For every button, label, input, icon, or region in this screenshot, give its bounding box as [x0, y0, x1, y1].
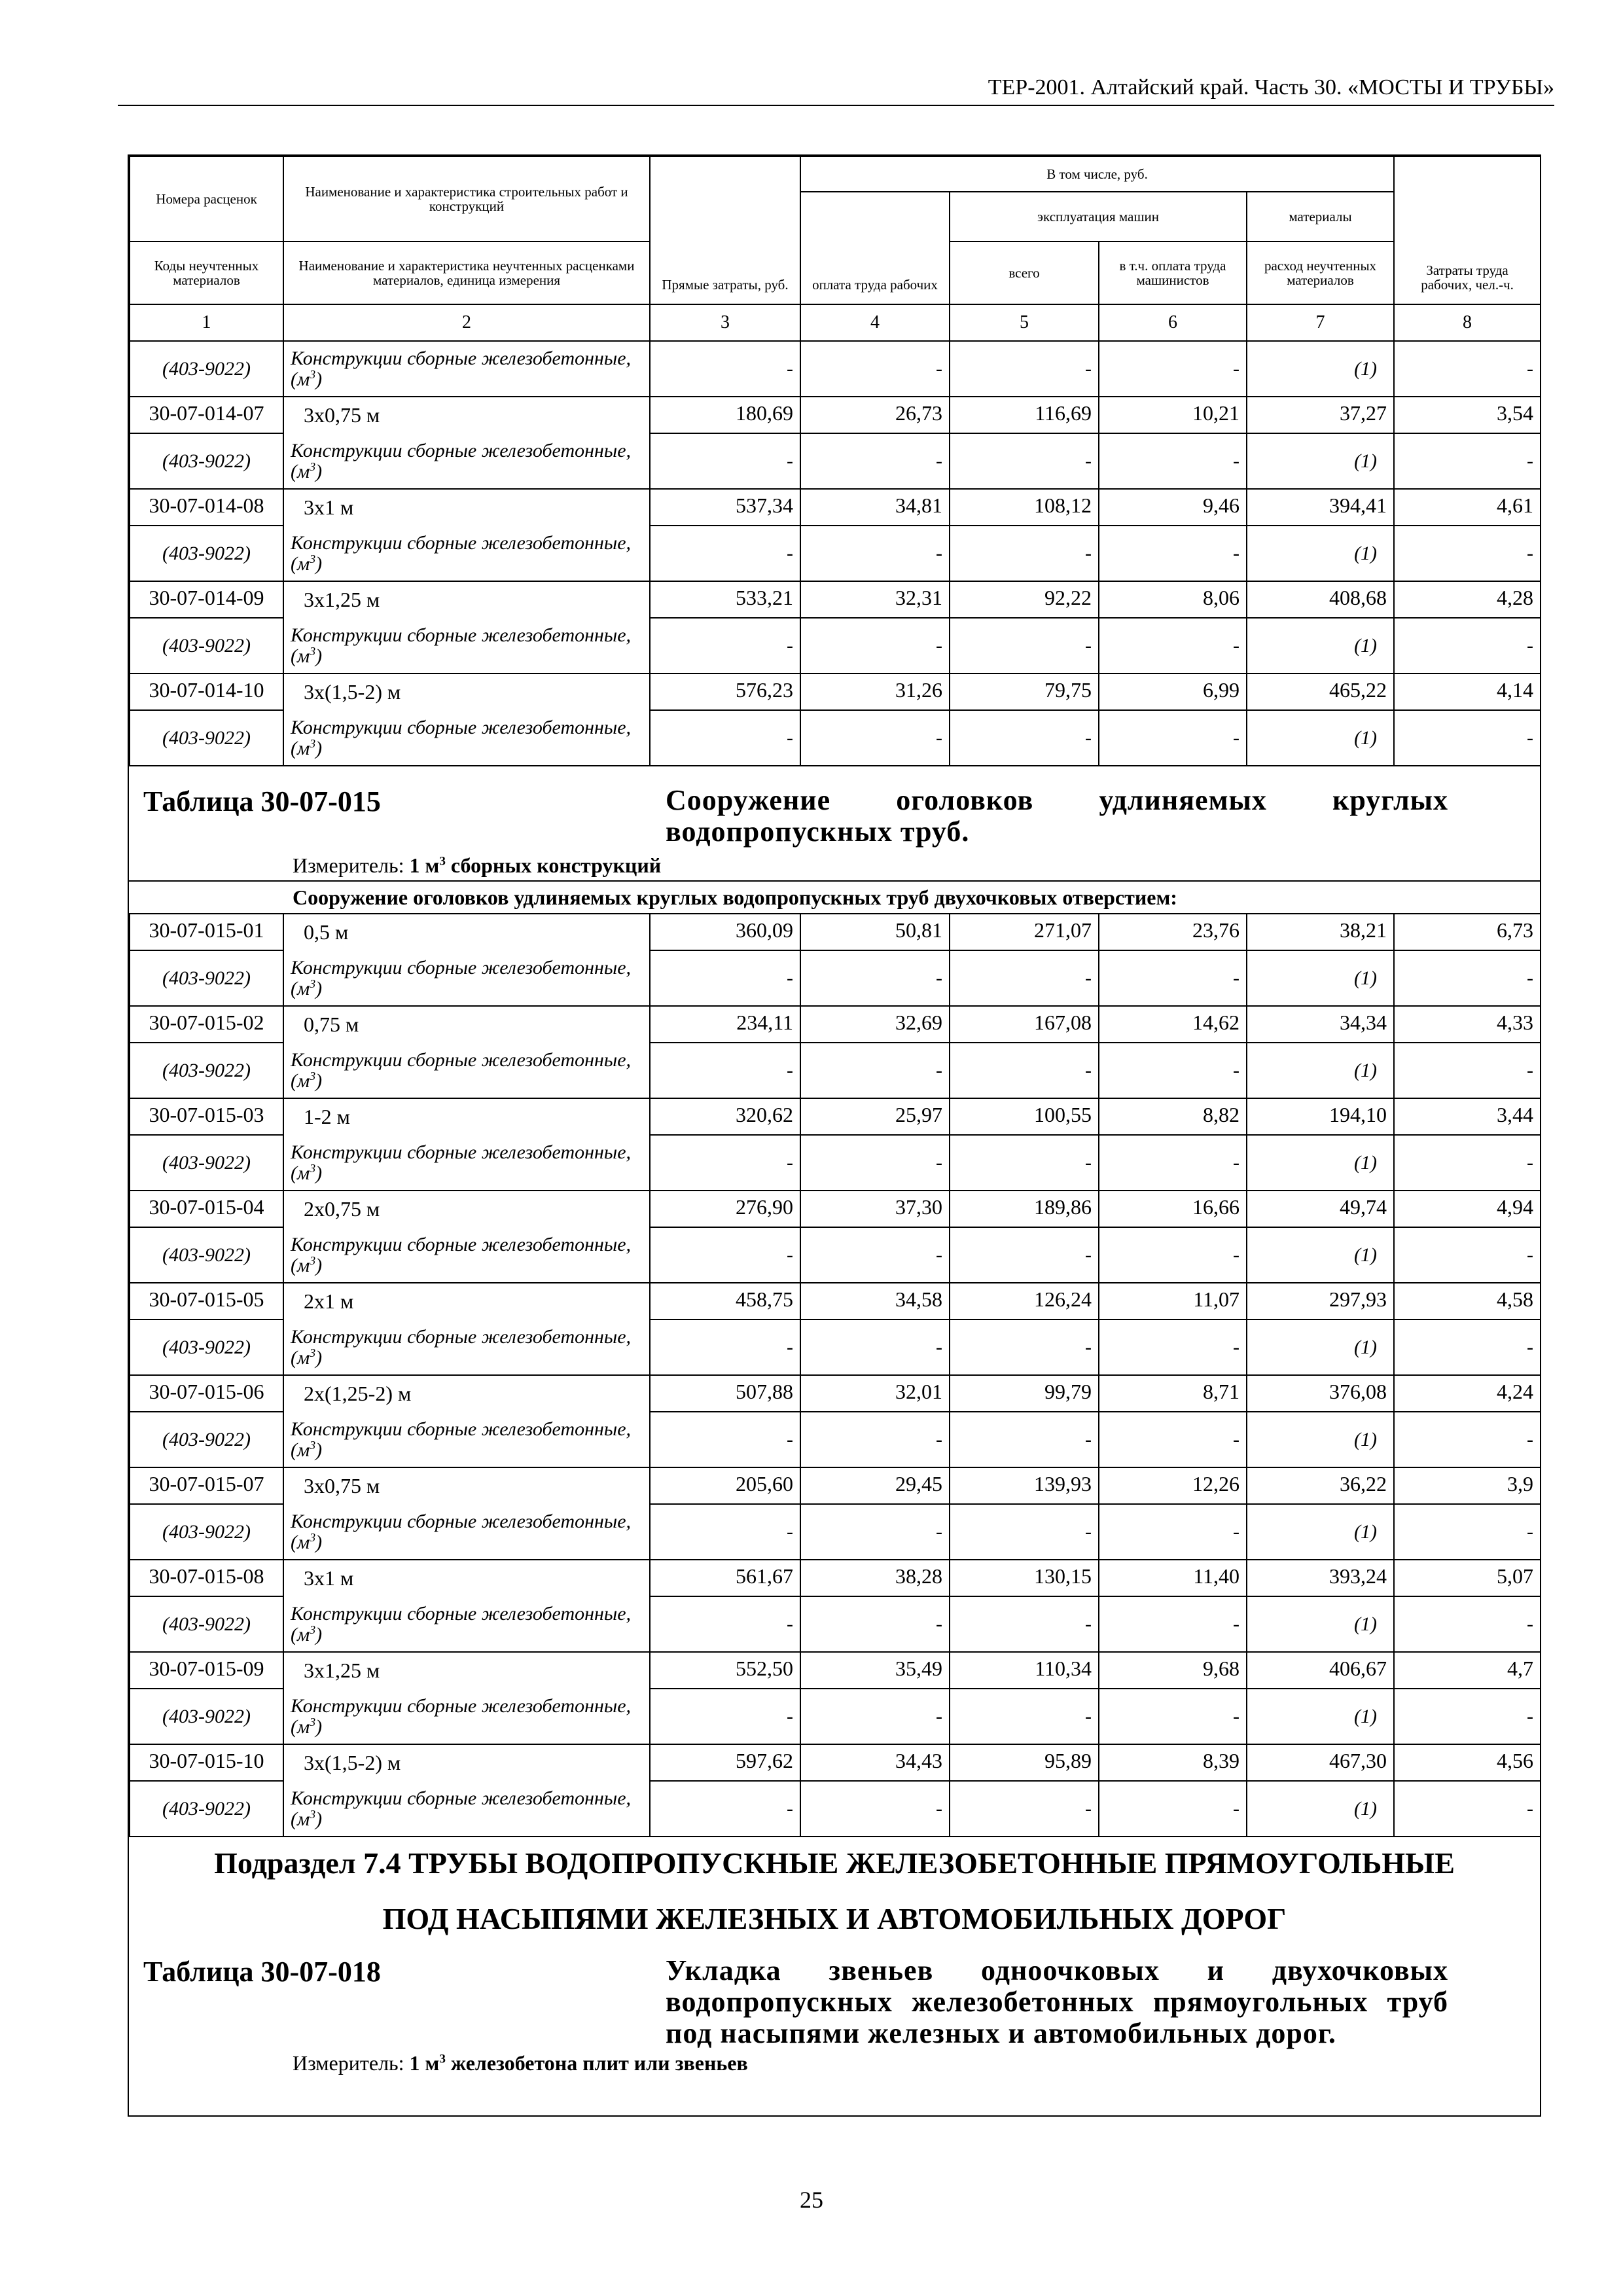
empty-value: -	[1394, 1135, 1541, 1191]
rate-value-col-8: 3,44	[1394, 1098, 1541, 1135]
empty-value: -	[650, 950, 800, 1006]
material-name: Конструкции сборные железобетонные, $(м^3)$	[283, 1319, 650, 1375]
empty-value: -	[1099, 1043, 1247, 1098]
empty-value: -	[950, 526, 1099, 581]
empty-value: -	[950, 1781, 1099, 1837]
rate-code: 30-07-015-05	[130, 1283, 283, 1319]
empty-value: -	[800, 1319, 950, 1375]
col-header-1a: Номера расценок	[130, 156, 283, 242]
rate-value-col-4: 34,58	[800, 1283, 950, 1319]
rate-code: 30-07-015-01	[130, 914, 283, 950]
rate-value-col-5: 95,89	[950, 1744, 1099, 1781]
material-name: Конструкции сборные железобетонные, $(м^3)$	[283, 1227, 650, 1283]
rate-code: 30-07-014-07	[130, 397, 283, 433]
empty-value: -	[1394, 710, 1541, 766]
empty-value: -	[1394, 1043, 1541, 1098]
rate-name: 3х0,75 м	[283, 397, 650, 433]
rate-row	[130, 914, 1541, 950]
empty-value: -	[650, 341, 800, 397]
empty-value: -	[1394, 1412, 1541, 1467]
rate-name: 2х1 м	[283, 1283, 650, 1319]
material-qty: (1)	[1247, 1319, 1394, 1375]
page-header: ТЕР-2001. Алтайский край. Часть 30. «МОСТЫ И ТРУБЫ»	[118, 71, 1554, 106]
rate-value-col-7: 38,21	[1247, 914, 1394, 950]
empty-value: -	[800, 433, 950, 489]
empty-value: -	[650, 433, 800, 489]
empty-value: -	[800, 1689, 950, 1744]
material-row	[130, 1412, 1541, 1467]
rate-name: 3х1 м	[283, 489, 650, 526]
material-name: Конструкции сборные железобетонные, $(м^3)$	[283, 1043, 650, 1098]
rate-value-col-5: 110,34	[950, 1652, 1099, 1689]
rate-value-col-5: 167,08	[950, 1006, 1099, 1043]
material-code: (403-9022)	[130, 341, 283, 397]
header-table	[129, 156, 1541, 766]
empty-value: -	[650, 1412, 800, 1467]
rate-row	[130, 1191, 1541, 1227]
material-name: Конструкции сборные железобетонные, $(м^3)$	[283, 433, 650, 489]
empty-value: -	[800, 1135, 950, 1191]
material-name: Конструкции сборные железобетонные, $(м^3)$	[283, 341, 650, 397]
rate-row	[130, 673, 1541, 710]
empty-value: -	[950, 1227, 1099, 1283]
empty-value: -	[650, 1596, 800, 1652]
rate-code: 30-07-015-08	[130, 1560, 283, 1596]
table-015-measure: Измеритель: 1 $м^3$ сборных конструкций	[293, 853, 662, 877]
rate-code: 30-07-015-04	[130, 1191, 283, 1227]
rate-value-col-6: 23,76	[1099, 914, 1247, 950]
rate-value-col-8: 4,58	[1394, 1283, 1541, 1319]
rate-value-col-5: 271,07	[950, 914, 1099, 950]
rate-row	[130, 489, 1541, 526]
rate-value-col-3: 234,11	[650, 1006, 800, 1043]
rate-value-col-7: 36,22	[1247, 1467, 1394, 1504]
empty-value: -	[1394, 618, 1541, 673]
empty-value: -	[1394, 1227, 1541, 1283]
rate-value-col-7: 194,10	[1247, 1098, 1394, 1135]
rate-value-col-8: 4,14	[1394, 673, 1541, 710]
material-name: Конструкции сборные железобетонные, $(м^3)$	[283, 618, 650, 673]
material-qty: (1)	[1247, 1504, 1394, 1560]
rate-value-col-3: 533,21	[650, 581, 800, 618]
empty-value: -	[1099, 1135, 1247, 1191]
rate-name: 2х(1,25-2) м	[283, 1375, 650, 1412]
rate-value-col-5: 139,93	[950, 1467, 1099, 1504]
material-qty: (1)	[1247, 618, 1394, 673]
rate-name: 2х0,75 м	[283, 1191, 650, 1227]
rate-value-col-8: 3,54	[1394, 397, 1541, 433]
rate-code: 30-07-015-06	[130, 1375, 283, 1412]
rate-value-col-7: 376,08	[1247, 1375, 1394, 1412]
rate-value-col-7: 37,27	[1247, 397, 1394, 433]
empty-value: -	[650, 1319, 800, 1375]
rate-row	[130, 1006, 1541, 1043]
col-header-4: оплата труда рабочих	[800, 192, 950, 304]
material-row	[130, 950, 1541, 1006]
empty-value: -	[800, 1596, 950, 1652]
rate-name: 3х(1,5-2) м	[283, 1744, 650, 1781]
rate-value-col-5: 189,86	[950, 1191, 1099, 1227]
rate-value-col-4: 26,73	[800, 397, 950, 433]
empty-value: -	[1394, 1781, 1541, 1837]
empty-value: -	[650, 1135, 800, 1191]
empty-value: -	[1099, 1412, 1247, 1467]
empty-value: -	[1099, 1596, 1247, 1652]
table-015-description: Сооружение оголовков удлиняемых круглых водопропускных труб.	[666, 784, 1448, 848]
material-qty: (1)	[1247, 1412, 1394, 1467]
rate-value-col-7: 467,30	[1247, 1744, 1394, 1781]
material-name: Конструкции сборные железобетонные, $(м^3)$	[283, 1504, 650, 1560]
empty-value: -	[950, 433, 1099, 489]
rate-value-col-7: 394,41	[1247, 489, 1394, 526]
material-qty: (1)	[1247, 1043, 1394, 1098]
table-018-description: Укладка звеньев одноочковых и двухочковых водопропускных железобетонных прямоугольных труб под насыпями железных и автомобильных дорог.	[666, 1954, 1448, 2049]
rate-row	[130, 1652, 1541, 1689]
col-header-5: всего	[950, 242, 1099, 304]
rate-name: 3х1 м	[283, 1560, 650, 1596]
col-header-3: Прямые затраты, руб.	[650, 156, 800, 304]
col-header-machines: эксплуатация машин	[950, 192, 1247, 242]
rate-value-col-4: 38,28	[800, 1560, 950, 1596]
rate-value-col-6: 10,21	[1099, 397, 1247, 433]
rate-value-col-7: 34,34	[1247, 1006, 1394, 1043]
rate-code: 30-07-015-07	[130, 1467, 283, 1504]
rate-name: 3х1,25 м	[283, 581, 650, 618]
rate-value-col-7: 408,68	[1247, 581, 1394, 618]
col-header-6: в т.ч. оплата труда машинистов	[1099, 242, 1247, 304]
material-code: (403-9022)	[130, 950, 283, 1006]
col-header-materials: материалы	[1247, 192, 1394, 242]
empty-value: -	[950, 1135, 1099, 1191]
rate-name: 1-2 м	[283, 1098, 650, 1135]
material-row	[130, 1135, 1541, 1191]
rate-row	[130, 1467, 1541, 1504]
rate-value-col-5: 116,69	[950, 397, 1099, 433]
material-row	[130, 433, 1541, 489]
rate-value-col-5: 92,22	[950, 581, 1099, 618]
rate-value-col-7: 49,74	[1247, 1191, 1394, 1227]
table-018-label: Таблица 30-07-018	[143, 1956, 381, 1988]
rate-value-col-3: 507,88	[650, 1375, 800, 1412]
material-name: Конструкции сборные железобетонные, $(м^3)$	[283, 950, 650, 1006]
material-code: (403-9022)	[130, 1596, 283, 1652]
rate-row	[130, 397, 1541, 433]
material-name: Конструкции сборные железобетонные, $(м^3)$	[283, 1412, 650, 1467]
material-row	[130, 526, 1541, 581]
empty-value: -	[1099, 950, 1247, 1006]
material-qty: (1)	[1247, 1689, 1394, 1744]
empty-value: -	[650, 526, 800, 581]
column-numbers: 1 2 3 4 5 6 7 8	[130, 304, 1541, 341]
rate-value-col-7: 406,67	[1247, 1652, 1394, 1689]
table-018-measure: Измеритель: 1 $м^3$ железобетона плит или звеньев	[293, 2051, 748, 2075]
empty-value: -	[950, 341, 1099, 397]
rate-code: 30-07-014-09	[130, 581, 283, 618]
material-row	[130, 1227, 1541, 1283]
rate-code: 30-07-014-08	[130, 489, 283, 526]
material-row	[130, 1504, 1541, 1560]
rate-name: 3х1,25 м	[283, 1652, 650, 1689]
rate-value-col-6: 8,06	[1099, 581, 1247, 618]
subsection-title: Подраздел 7.4 ТРУБЫ ВОДОПРОПУСКНЫЕ ЖЕЛЕЗОБЕТОННЫЕ ПРЯМОУГОЛЬНЫЕ ПОД НАСЫПЯМИ ЖЕЛЕЗНЫХ И АВТОМОБИЛЬНЫХ ДОРОГ	[129, 1836, 1540, 1948]
rate-value-col-6: 11,07	[1099, 1283, 1247, 1319]
rates-block-014	[130, 341, 1541, 766]
material-code: (403-9022)	[130, 433, 283, 489]
empty-value: -	[650, 618, 800, 673]
rate-value-col-7: 297,93	[1247, 1283, 1394, 1319]
rate-value-col-6: 9,46	[1099, 489, 1247, 526]
rate-value-col-6: 9,68	[1099, 1652, 1247, 1689]
empty-value: -	[650, 1043, 800, 1098]
empty-value: -	[650, 1689, 800, 1744]
rate-value-col-4: 32,01	[800, 1375, 950, 1412]
rate-value-col-8: 4,33	[1394, 1006, 1541, 1043]
material-qty: (1)	[1247, 341, 1394, 397]
material-name: Конструкции сборные железобетонные, $(м^3)$	[283, 1781, 650, 1837]
rate-code: 30-07-015-10	[130, 1744, 283, 1781]
material-row	[130, 1689, 1541, 1744]
rate-name: 0,75 м	[283, 1006, 650, 1043]
rate-value-col-5: 79,75	[950, 673, 1099, 710]
rate-row	[130, 581, 1541, 618]
rate-value-col-5: 100,55	[950, 1098, 1099, 1135]
rate-value-col-8: 4,56	[1394, 1744, 1541, 1781]
table-015-title	[129, 766, 1540, 850]
rate-value-col-7: 465,22	[1247, 673, 1394, 710]
material-qty: (1)	[1247, 950, 1394, 1006]
empty-value: -	[1099, 526, 1247, 581]
material-qty: (1)	[1247, 1227, 1394, 1283]
material-name: Конструкции сборные железобетонные, $(м^3)$	[283, 1135, 650, 1191]
rate-value-col-8: 5,07	[1394, 1560, 1541, 1596]
rate-value-col-4: 34,43	[800, 1744, 950, 1781]
material-name: Конструкции сборные железобетонные, $(м^3)$	[283, 1689, 650, 1744]
rate-code: 30-07-014-10	[130, 673, 283, 710]
rate-value-col-4: 25,97	[800, 1098, 950, 1135]
empty-value: -	[800, 1227, 950, 1283]
empty-value: -	[800, 618, 950, 673]
rate-value-col-6: 8,71	[1099, 1375, 1247, 1412]
empty-value: -	[1394, 1596, 1541, 1652]
material-qty: (1)	[1247, 710, 1394, 766]
rate-value-col-8: 4,94	[1394, 1191, 1541, 1227]
table-015	[129, 913, 1541, 1837]
rate-value-col-6: 11,40	[1099, 1560, 1247, 1596]
material-qty: (1)	[1247, 526, 1394, 581]
col-header-1b: Коды неучтенных материалов	[130, 242, 283, 304]
empty-value: -	[950, 1689, 1099, 1744]
rate-value-col-4: 37,30	[800, 1191, 950, 1227]
rate-name: 3х0,75 м	[283, 1467, 650, 1504]
material-code: (403-9022)	[130, 1689, 283, 1744]
material-code: (403-9022)	[130, 618, 283, 673]
rate-value-col-3: 458,75	[650, 1283, 800, 1319]
empty-value: -	[1394, 1689, 1541, 1744]
material-qty: (1)	[1247, 1596, 1394, 1652]
material-qty: (1)	[1247, 1135, 1394, 1191]
material-row	[130, 710, 1541, 766]
rate-value-col-8: 4,61	[1394, 489, 1541, 526]
empty-value: -	[800, 1043, 950, 1098]
rate-row	[130, 1375, 1541, 1412]
page-number: 25	[800, 2187, 823, 2213]
rate-value-col-3: 597,62	[650, 1744, 800, 1781]
empty-value: -	[1394, 341, 1541, 397]
rate-value-col-3: 180,69	[650, 397, 800, 433]
empty-value: -	[950, 1319, 1099, 1375]
rate-value-col-7: 393,24	[1247, 1560, 1394, 1596]
material-code: (403-9022)	[130, 1319, 283, 1375]
rate-value-col-8: 6,73	[1394, 914, 1541, 950]
rate-value-col-5: 126,24	[950, 1283, 1099, 1319]
rate-value-col-4: 34,81	[800, 489, 950, 526]
empty-value: -	[1099, 1504, 1247, 1560]
empty-value: -	[650, 1781, 800, 1837]
empty-value: -	[950, 710, 1099, 766]
empty-value: -	[650, 1227, 800, 1283]
document-frame	[128, 154, 1541, 2117]
empty-value: -	[950, 950, 1099, 1006]
col-header-8: Затраты труда рабочих, чел.-ч.	[1394, 156, 1541, 304]
rate-code: 30-07-015-09	[130, 1652, 283, 1689]
material-qty: (1)	[1247, 433, 1394, 489]
rates-block-015	[130, 914, 1541, 1837]
material-code: (403-9022)	[130, 526, 283, 581]
rate-value-col-3: 276,90	[650, 1191, 800, 1227]
col-header-2b: Наименование и характеристика неучтенных расценками материалов, единица измерения	[283, 242, 650, 304]
empty-value: -	[800, 341, 950, 397]
rate-code: 30-07-015-03	[130, 1098, 283, 1135]
rate-value-col-4: 31,26	[800, 673, 950, 710]
empty-value: -	[650, 1504, 800, 1560]
material-row	[130, 1596, 1541, 1652]
material-name: Конструкции сборные железобетонные, $(м^3)$	[283, 1596, 650, 1652]
empty-value: -	[800, 950, 950, 1006]
col-header-7: расход неучтенных материалов	[1247, 242, 1394, 304]
empty-value: -	[1099, 1319, 1247, 1375]
rate-value-col-4: 35,49	[800, 1652, 950, 1689]
empty-value: -	[1099, 433, 1247, 489]
table-015-subtitle: Сооружение оголовков удлиняемых круглых водопропускных труб двухочковых отверстием:	[129, 880, 1540, 914]
empty-value: -	[800, 526, 950, 581]
empty-value: -	[950, 618, 1099, 673]
empty-value: -	[1394, 1319, 1541, 1375]
empty-value: -	[1099, 1781, 1247, 1837]
rate-value-col-6: 8,39	[1099, 1744, 1247, 1781]
rate-value-col-8: 3,9	[1394, 1467, 1541, 1504]
col-header-2a: Наименование и характеристика строительных работ и конструкций	[283, 156, 650, 242]
empty-value: -	[800, 1504, 950, 1560]
rate-value-col-8: 4,24	[1394, 1375, 1541, 1412]
rate-value-col-6: 14,62	[1099, 1006, 1247, 1043]
table-015-label: Таблица 30-07-015	[143, 785, 381, 817]
rate-value-col-6: 8,82	[1099, 1098, 1247, 1135]
rate-row	[130, 1744, 1541, 1781]
rate-value-col-6: 12,26	[1099, 1467, 1247, 1504]
rate-value-col-3: 320,62	[650, 1098, 800, 1135]
rate-value-col-3: 561,67	[650, 1560, 800, 1596]
material-code: (403-9022)	[130, 1227, 283, 1283]
rate-value-col-4: 29,45	[800, 1467, 950, 1504]
rate-row	[130, 1560, 1541, 1596]
rate-value-col-4: 32,31	[800, 581, 950, 618]
empty-value: -	[1394, 433, 1541, 489]
rate-value-col-6: 6,99	[1099, 673, 1247, 710]
empty-value: -	[650, 710, 800, 766]
material-code: (403-9022)	[130, 1135, 283, 1191]
rate-value-col-8: 4,7	[1394, 1652, 1541, 1689]
rate-row	[130, 1098, 1541, 1135]
material-code: (403-9022)	[130, 710, 283, 766]
material-name: Конструкции сборные железобетонные, $(м^3)$	[283, 710, 650, 766]
material-row	[130, 341, 1541, 397]
rate-value-col-5: 99,79	[950, 1375, 1099, 1412]
rate-value-col-4: 32,69	[800, 1006, 950, 1043]
empty-value: -	[1394, 950, 1541, 1006]
material-row	[130, 618, 1541, 673]
material-row	[130, 1043, 1541, 1098]
rate-name: 0,5 м	[283, 914, 650, 950]
material-row	[130, 1319, 1541, 1375]
rate-value-col-6: 16,66	[1099, 1191, 1247, 1227]
material-code: (403-9022)	[130, 1504, 283, 1560]
empty-value: -	[1099, 1227, 1247, 1283]
col-header-incl: В том числе, руб.	[800, 156, 1394, 192]
empty-value: -	[1099, 1689, 1247, 1744]
rate-value-col-3: 205,60	[650, 1467, 800, 1504]
material-qty: (1)	[1247, 1781, 1394, 1837]
empty-value: -	[800, 1781, 950, 1837]
rate-value-col-3: 537,34	[650, 489, 800, 526]
empty-value: -	[1394, 526, 1541, 581]
material-code: (403-9022)	[130, 1043, 283, 1098]
rate-name: 3х(1,5-2) м	[283, 673, 650, 710]
material-code: (403-9022)	[130, 1412, 283, 1467]
empty-value: -	[1099, 618, 1247, 673]
empty-value: -	[950, 1412, 1099, 1467]
material-row	[130, 1781, 1541, 1837]
empty-value: -	[1394, 1504, 1541, 1560]
material-name: Конструкции сборные железобетонные, $(м^3)$	[283, 526, 650, 581]
rate-value-col-4: 50,81	[800, 914, 950, 950]
empty-value: -	[950, 1043, 1099, 1098]
empty-value: -	[1099, 710, 1247, 766]
rate-value-col-3: 552,50	[650, 1652, 800, 1689]
rate-value-col-3: 360,09	[650, 914, 800, 950]
empty-value: -	[1099, 341, 1247, 397]
material-code: (403-9022)	[130, 1781, 283, 1837]
rate-code: 30-07-015-02	[130, 1006, 283, 1043]
empty-value: -	[950, 1504, 1099, 1560]
rate-value-col-8: 4,28	[1394, 581, 1541, 618]
rate-row	[130, 1283, 1541, 1319]
empty-value: -	[800, 710, 950, 766]
empty-value: -	[800, 1412, 950, 1467]
empty-value: -	[950, 1596, 1099, 1652]
rate-value-col-3: 576,23	[650, 673, 800, 710]
rate-value-col-5: 130,15	[950, 1560, 1099, 1596]
rate-value-col-5: 108,12	[950, 489, 1099, 526]
table-018-title	[129, 1948, 1540, 2048]
